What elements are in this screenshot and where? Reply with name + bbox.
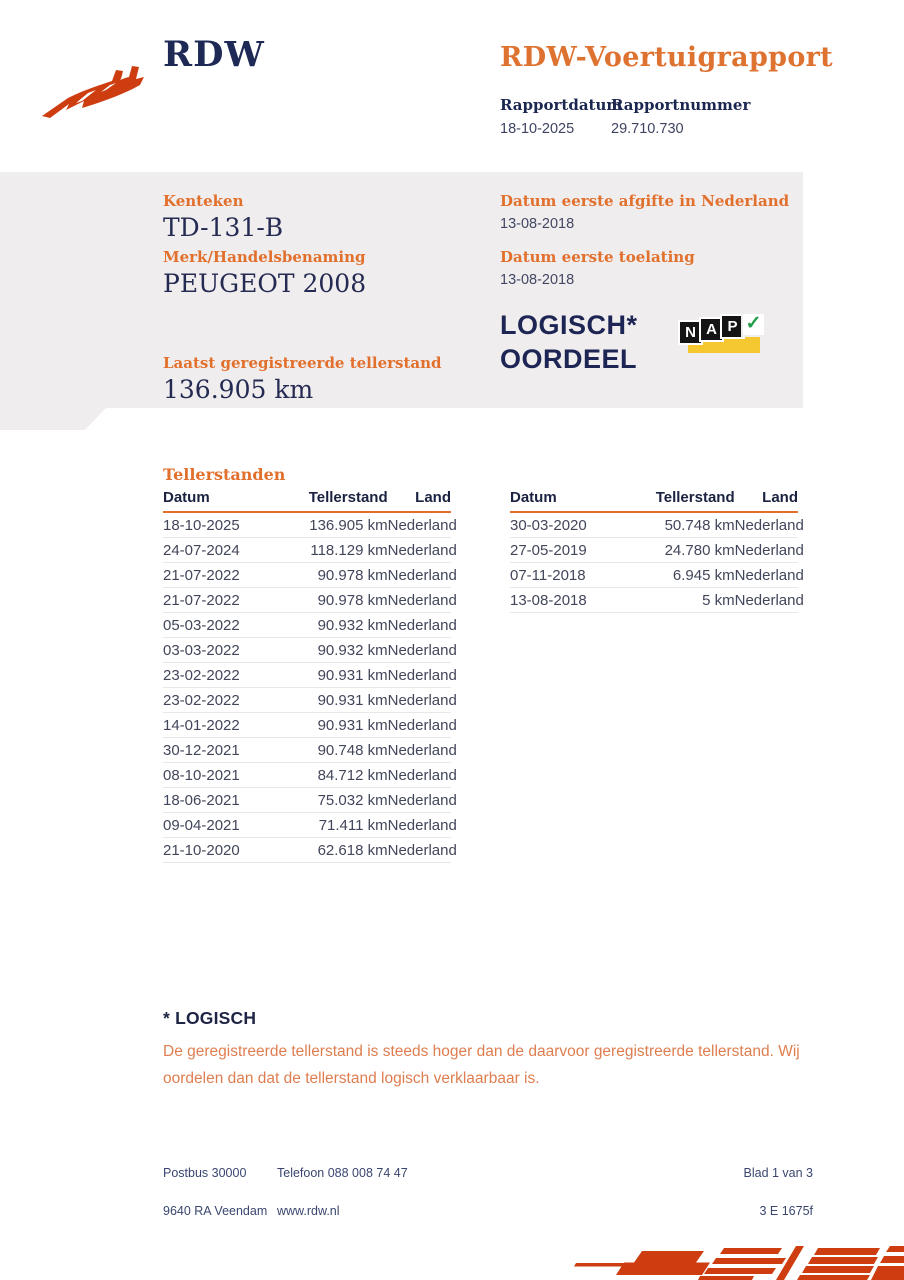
- table-cell: 90.931 km: [290, 713, 388, 738]
- table-cell: 27-05-2019: [510, 538, 637, 563]
- table-cell: 21-07-2022: [163, 588, 290, 613]
- table-cell: 14-01-2022: [163, 713, 290, 738]
- page-title: RDW-Voertuigrapport: [500, 42, 833, 73]
- table-cell: 90.932 km: [290, 613, 388, 638]
- table-cell: Nederland: [388, 738, 451, 763]
- table-cell: 07-11-2018: [510, 563, 637, 588]
- table-row: [510, 588, 798, 613]
- table-cell: Nederland: [388, 538, 451, 563]
- table-cell: 90.931 km: [290, 663, 388, 688]
- report-date-value: 18-10-2025: [500, 121, 575, 137]
- table-cell: 23-02-2022: [163, 688, 290, 713]
- table-cell: 21-07-2022: [163, 563, 290, 588]
- table-cell: 84.712 km: [290, 763, 388, 788]
- footer-address-line2: 9640 RA Veendam: [163, 1204, 268, 1218]
- table-row: [510, 563, 798, 588]
- table-cell: 5 km: [637, 588, 735, 613]
- nap-letter-a: A: [699, 317, 724, 342]
- table-cell: Nederland: [388, 713, 451, 738]
- table-cell: Nederland: [388, 613, 451, 638]
- footer-website: www.rdw.nl: [277, 1204, 340, 1218]
- rdw-wing-icon: [36, 48, 148, 124]
- table-row: [163, 512, 451, 538]
- table-cell: 90.978 km: [290, 563, 388, 588]
- table-cell: 50.748 km: [637, 512, 735, 538]
- kenteken-value: TD-131-B: [163, 213, 284, 242]
- table-cell: 62.618 km: [290, 838, 388, 863]
- table-cell: 6.945 km: [637, 563, 735, 588]
- table-row: [163, 588, 451, 613]
- nap-logo: [678, 312, 764, 360]
- table-cell: Nederland: [735, 588, 798, 613]
- footer-phone: Telefoon 088 008 74 47: [277, 1166, 408, 1180]
- table-row: [163, 788, 451, 813]
- report-date-label: Rapportdatum: [500, 96, 623, 114]
- report-number-label: Rapportnummer: [611, 96, 751, 114]
- table-row: [163, 663, 451, 688]
- nap-letter-p: P: [720, 314, 745, 339]
- table-row: [163, 813, 451, 838]
- brand-wordmark: RDW: [163, 34, 265, 75]
- table-cell: 03-03-2022: [163, 638, 290, 663]
- logisch-footnote: [163, 1008, 823, 1092]
- table-cell: Nederland: [735, 538, 798, 563]
- table-cell: 90.931 km: [290, 688, 388, 713]
- table-cell: Nederland: [735, 563, 798, 588]
- tellerstand-value: 136.905 km: [163, 375, 314, 404]
- table-cell: 09-04-2021: [163, 813, 290, 838]
- table-cell: 23-02-2022: [163, 663, 290, 688]
- panel-corner-notch: [0, 408, 106, 430]
- footer-address-line1: Postbus 30000: [163, 1166, 247, 1180]
- footer-form-code: 3 E 1675f: [759, 1204, 813, 1218]
- table-cell: 90.932 km: [290, 638, 388, 663]
- table-cell: 24.780 km: [637, 538, 735, 563]
- table-cell: Nederland: [388, 638, 451, 663]
- col-header-datum: Datum: [163, 487, 290, 512]
- table-header-row: [510, 487, 798, 512]
- odometer-table-right: [510, 487, 804, 613]
- report-meta: [500, 96, 830, 137]
- toelating-value: 13-08-2018: [500, 272, 575, 288]
- table-row: [163, 688, 451, 713]
- table-cell: 30-03-2020: [510, 512, 637, 538]
- table-row: [163, 713, 451, 738]
- table-cell: 24-07-2024: [163, 538, 290, 563]
- table-cell: 18-06-2021: [163, 788, 290, 813]
- verdict-line1: LOGISCH*: [500, 310, 638, 340]
- merk-value: PEUGEOT 2008: [163, 269, 367, 298]
- verdict-line2: OORDEEL: [500, 344, 638, 374]
- table-row: [163, 738, 451, 763]
- table-cell: 18-10-2025: [163, 512, 290, 538]
- table-row: [163, 838, 451, 863]
- col-header-tellerstand: Tellerstand: [290, 487, 388, 512]
- vehicle-summary-panel: [0, 172, 803, 408]
- table-cell: Nederland: [388, 663, 451, 688]
- table-cell: Nederland: [388, 688, 451, 713]
- afgifte-label: Datum eerste afgifte in Nederland: [500, 192, 790, 210]
- table-cell: 08-10-2021: [163, 763, 290, 788]
- table-cell: 13-08-2018: [510, 588, 637, 613]
- table-cell: Nederland: [388, 838, 451, 863]
- table-row: [163, 563, 451, 588]
- table-cell: 30-12-2021: [163, 738, 290, 763]
- report-number-value: 29.710.730: [611, 121, 684, 137]
- table-cell: Nederland: [388, 563, 451, 588]
- table-row: [163, 763, 451, 788]
- table-header-row: [163, 487, 451, 512]
- table-cell: 136.905 km: [290, 512, 388, 538]
- toelating-label: Datum eerste toelating: [500, 248, 695, 266]
- table-row: [163, 538, 451, 563]
- merk-label: Merk/Handelsbenaming: [163, 248, 366, 266]
- table-row: [163, 613, 451, 638]
- tables-section-title: Tellerstanden: [163, 465, 286, 484]
- table-row: [510, 538, 798, 563]
- table-cell: 05-03-2022: [163, 613, 290, 638]
- col-header-land: Land: [735, 487, 798, 512]
- table-cell: 90.748 km: [290, 738, 388, 763]
- table-cell: Nederland: [735, 512, 798, 538]
- table-cell: Nederland: [388, 763, 451, 788]
- kenteken-label: Kenteken: [163, 192, 244, 210]
- col-header-land: Land: [388, 487, 451, 512]
- rdw-flag-motif: [512, 1234, 904, 1280]
- table-cell: Nederland: [388, 512, 451, 538]
- tellerstand-label: Laatst geregistreerde tellerstand: [163, 354, 442, 372]
- col-header-tellerstand: Tellerstand: [637, 487, 735, 512]
- table-cell: 71.411 km: [290, 813, 388, 838]
- table-cell: 90.978 km: [290, 588, 388, 613]
- footer-page-indicator: Blad 1 van 3: [743, 1166, 813, 1180]
- table-cell: 75.032 km: [290, 788, 388, 813]
- nap-letter-n: N: [678, 320, 703, 345]
- odometer-table-left: [163, 487, 457, 863]
- footnote-title: * LOGISCH: [163, 1008, 257, 1028]
- verdict-text: [500, 308, 638, 376]
- table-cell: Nederland: [388, 588, 451, 613]
- table-cell: 21-10-2020: [163, 838, 290, 863]
- table-cell: 118.129 km: [290, 538, 388, 563]
- col-header-datum: Datum: [510, 487, 637, 512]
- footnote-body: De geregistreerde tellerstand is steeds hoger dan de daarvoor geregistreerde tellerstand. Wij oordelen dan dat de tellerstand logisch verklaarbaar is.: [163, 1043, 800, 1087]
- table-row: [510, 512, 798, 538]
- afgifte-value: 13-08-2018: [500, 216, 575, 232]
- table-row: [163, 638, 451, 663]
- table-cell: Nederland: [388, 788, 451, 813]
- nap-check-icon: ✓: [741, 312, 766, 337]
- table-cell: Nederland: [388, 813, 451, 838]
